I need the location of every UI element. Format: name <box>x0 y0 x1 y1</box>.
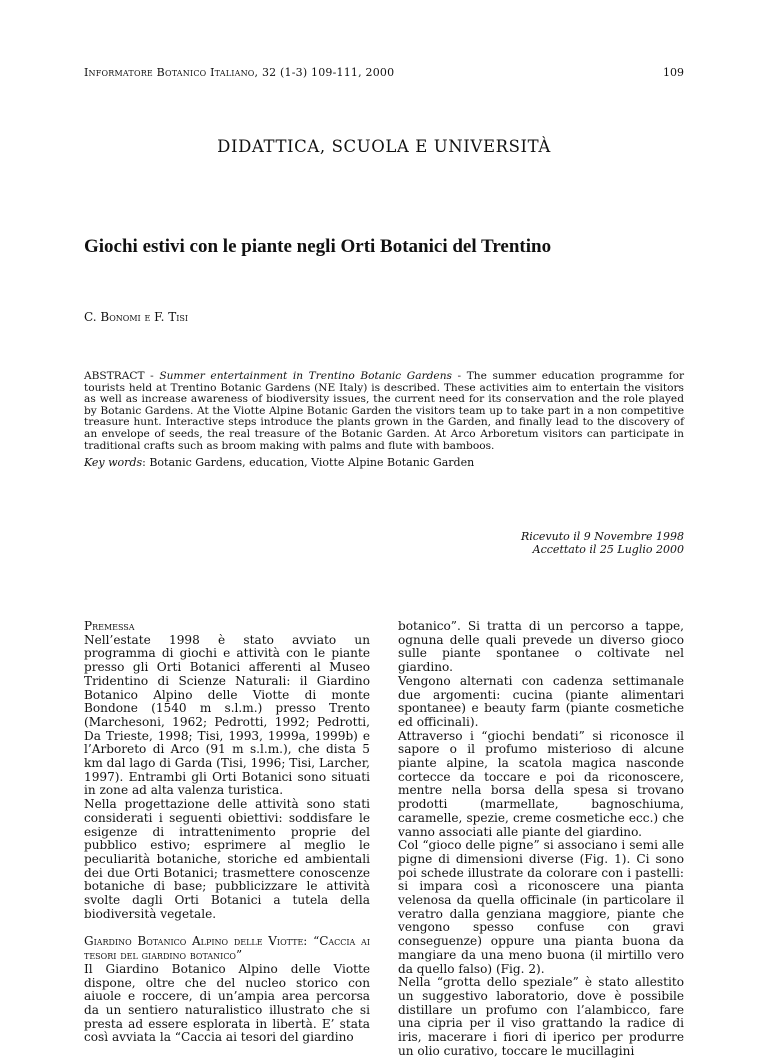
dates <box>521 530 684 556</box>
accepted-date: Accettato il 25 Luglio 2000 <box>532 543 684 556</box>
keywords <box>84 456 684 469</box>
keywords-text: : Botanic Gardens, education, Viotte Alpine Botanic Garden <box>142 456 475 469</box>
keywords-label: Key words <box>84 456 143 469</box>
authors: C. Bonomi e F. Tisi <box>84 310 189 324</box>
paragraph: Attraverso i “giochi bendati” si riconosce il sapore o il profumo misterioso di alcune piante alpine, la scatola magica nasconde cortecce da toccare e poi da riconoscere, mentre nella borsa della spesa si trovano prodotti (marmellate, bagnoschiuma, caramelle, spezie, creme cosmetiche ecc.) che vanno associati alle piante del giardino. <box>398 728 684 839</box>
column-right <box>398 620 684 1059</box>
article-title: Giochi estivi con le piante negli Orti Botanici del Trentino <box>84 236 552 257</box>
journal-citation: Informatore Botanico Italiano, 32 (1-3) 109-111, 2000 <box>84 66 395 79</box>
paragraph: Il Giardino Botanico Alpino delle Viotte dispone, oltre che del nucleo storico con aiuole e roccere, di un’ampia area percorsa da un sentiero naturalistico illustrato che si presta ad essere esplorata in libertà. E’ stata così avviata la “Caccia ai tesori del giardino <box>84 961 370 1045</box>
abstract-title: Summer entertainment in Trentino Botanic Gardens <box>159 370 452 382</box>
received-date: Ricevuto il 9 Novembre 1998 <box>520 530 684 543</box>
abstract <box>84 371 684 452</box>
abstract-label: ABSTRACT - <box>84 370 160 382</box>
heading-premessa: Premessa <box>84 619 135 633</box>
paragraph: Vengono alternati con cadenza settimanale due argomenti: cucina (piante alimentari spontanee) e beauty farm (piante cosmetiche ed officinali). <box>398 673 684 729</box>
heading-viotte: Giardino Botanico Alpino delle Viotte: “Caccia ai tesori del giardino botanico” <box>84 934 370 963</box>
paragraph: Nella “grotta dello speziale” è stato allestito un suggestivo laboratorio, dove è possibile distillare un profumo con l’alambicco, fare una cipria per il viso grattando la radice di iris, macerare i fiori di iperico per produrre un olio curativo, toccare le mucillagini <box>398 975 684 1058</box>
section-title: DIDATTICA, SCUOLA E UNIVERSITÀ <box>217 137 551 156</box>
column-left <box>84 620 370 1045</box>
paragraph: Nella progettazione delle attività sono stati considerati i seguenti obiettivi: soddisfare le esigenze di intrattenimento proprie del pubblico estivo; esprimere al meglio le peculiarità botaniche, storiche ed ambientali dei due Orti Botanici; trasmettere conoscenze botaniche di base; pubblicizzare le attività svolte dagli Orti Botanici a tutela della biodiversità vegetale. <box>84 797 370 921</box>
paragraph: botanico”. Si tratta di un percorso a tappe, ognuna delle quali prevede un diverso gioco sulle piante spontanee o coltivate nel giardino. <box>398 619 684 675</box>
paragraph: Col “gioco delle pigne” si associano i semi alle pigne di dimensioni diverse (Fig. 1). Ci sono poi schede illustrate da colorare con i pastelli: si impara così a riconoscere una pianta velenosa da quella officinale (in particolare il veratro dalla genziana maggiore, piante che vengono spesso confuse con gravi conseguenze) oppure una pianta buona da mangiare da una meno buona (il mirtillo vero da quello falso) (Fig. 2). <box>398 838 684 976</box>
page-number: 109 <box>663 66 684 79</box>
abstract-text: - The summer education programme for tourists held at Trentino Botanic Gardens (NE Italy) is described. These activities aim to entertain the visitors as well as increase awareness of biodiversity issues, the current need for its conservation and the role played by Botanic Gardens. At the Viotte Alpine Botanic Garden the visitors team up to take part in a non competitive treasure hunt. Interactive steps introduce the plants grown in the Garden, and finally lead to the discovery of an envelope of seeds, the real treasure of the Botanic Garden. At Arco Arboretum visitors can participate in traditional crafts such as broom making with palms and flute with bamboos. <box>84 370 685 452</box>
paragraph: Nell’estate 1998 è stato avviato un programma di giochi e attività con le piante presso gli Orti Botanici afferenti al Museo Tridentino di Scienze Naturali: il Giardino Botanico Alpino delle Viotte di monte Bondone (1540 m s.l.m.) presso Trento (Marchesoni, 1962; Pedrotti, 1992; Pedrotti, Da Trieste, 1998; Tisi, 1993, 1999a, 1999b) e l’Arboreto di Arco (91 m s.l.m.), che dista 5 km dal lago di Garda (Tisi, 1996; Tisi, Larcher, 1997). Entrambi gli Orti Botanici sono situati in zone ad alta valenza turistica. <box>84 632 370 798</box>
